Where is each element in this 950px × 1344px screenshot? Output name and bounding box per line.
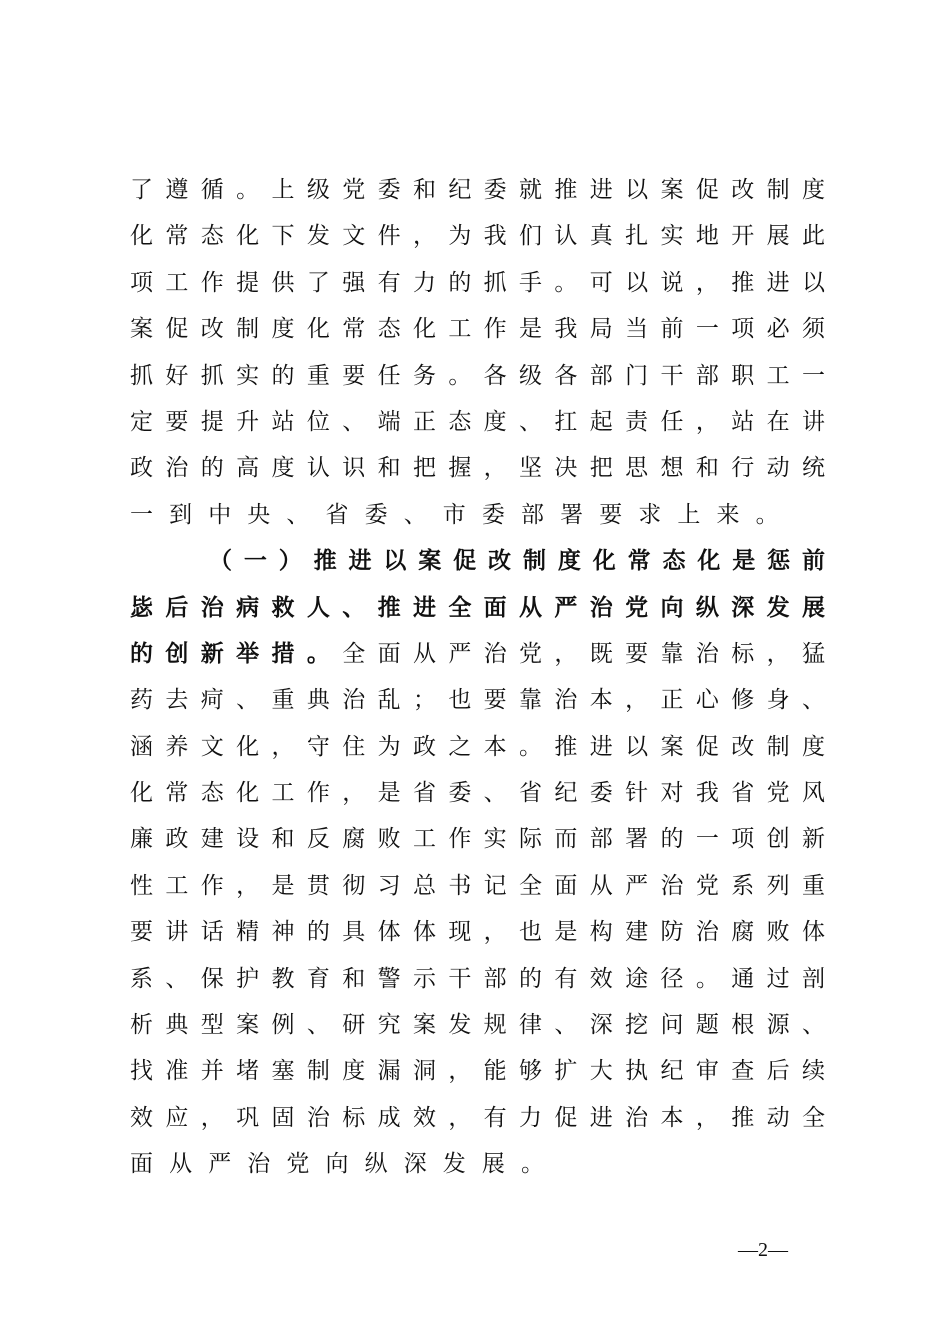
text-line: 一到中央、省委、市委部署要求上来。 [130,501,795,528]
text-line: 政治的高度认识和把握，坚决把思想和行动统 [130,455,825,482]
section-heading-end: 的创新举措。 [130,639,343,667]
text-line: 了遵循。上级党委和纪委就推进以案促改制度 [130,177,825,203]
text-line: 性工作，是贯彻习总书记全面从严治党系列重 [130,872,825,899]
text-line: 化常态化下发文件，为我们认真扎实地开展此 [130,223,825,250]
text-line: 面从严治党向纵深发展。 [130,1151,561,1178]
text-line: 化常态化工作，是省委、省纪委针对我省党风 [130,780,825,807]
text-line: 效应，巩固治标成效，有力促进治本，推动全 [130,1104,825,1131]
text-line: 案促改制度化常态化工作是我局当前一项必须 [130,316,825,343]
document-body [130,167,825,1188]
text-line: 涵养文化，守住为政之本。推进以案促改制度 [130,733,825,760]
text-line: 抓好抓实的重要任务。各级各部门干部职工一 [130,362,825,389]
text-segment: 全面从严治党，既要靠治标，猛 [342,640,826,667]
page-number: —2— [738,1239,788,1261]
section-heading-line: （一）推进以案促改制度化常态化是惩前 [209,547,825,575]
text-line: 廉政建设和反腐败工作实际而部署的一项创新 [130,826,825,853]
text-line: 定要提升站位、端正态度、扛起责任，站在讲 [130,408,825,435]
text-line: 找准并堵塞制度漏洞，能够扩大执纪审查后续 [130,1058,825,1085]
text-line: 系、保护教育和警示干部的有效途径。通过剖 [130,965,825,992]
text-line: 析典型案例、研究案发规律、深挖问题根源、 [130,1012,825,1039]
section-heading-line: 毖后治病救人、推进全面从严治党向纵深发展 [130,593,825,621]
text-line [130,631,825,677]
text-line: 要讲话精神的具体体现，也是构建防治腐败体 [130,919,825,946]
text-line: 项工作提供了强有力的抓手。可以说，推进以 [130,269,825,296]
text-line: 药去疴、重典治乱；也要靠治本，正心修身、 [130,687,825,714]
